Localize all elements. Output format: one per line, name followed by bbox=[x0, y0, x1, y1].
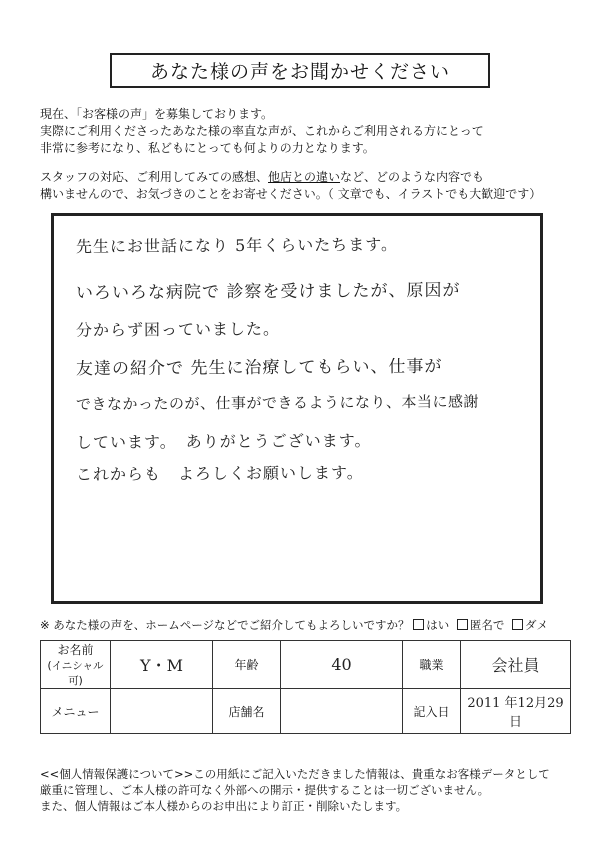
comment-box bbox=[51, 213, 543, 604]
intro-line-2: 実際にご利用くださったあなた様の率直な声が、これからご利用される方にとって bbox=[40, 124, 484, 138]
intro-line-4-pre: スタッフの対応、ご利用してみての感想、 bbox=[40, 170, 269, 184]
comment-line-7: これからも よろしくお願いします。 bbox=[75, 462, 364, 485]
privacy-notice bbox=[40, 766, 550, 814]
customer-info-table bbox=[40, 640, 571, 734]
job-field[interactable] bbox=[461, 641, 571, 689]
privacy-line-1: <<個人情報保護について>>この用紙にご記入いただきました情報は、貴重なお客様データとして bbox=[40, 767, 550, 781]
comment-line-5: できなかったのが、仕事ができるようになり、本当に感謝 bbox=[75, 392, 480, 414]
page-title bbox=[110, 53, 490, 88]
intro-line-5: 構いませんので、お気づきのことをお寄せください。（ 文章でも、イラストでも大歓迎です） bbox=[40, 187, 542, 201]
name-value: Y・M bbox=[140, 656, 183, 675]
checkbox-yes[interactable] bbox=[413, 619, 424, 630]
privacy-line-2: 厳重に管理し、ご本人様の許可なく外部への開示・提供することは一切ございません。 bbox=[40, 783, 490, 797]
consent-text: ※ あなた様の声を、ホームページなどでご紹介してもよろしいですか？ bbox=[40, 618, 410, 632]
checkbox-anonymous[interactable] bbox=[457, 619, 468, 630]
date-value: 2011 年12月29日 bbox=[467, 696, 564, 730]
age-value: 40 bbox=[331, 655, 352, 674]
menu-label: メニュー bbox=[41, 689, 111, 734]
consent-question bbox=[40, 617, 548, 633]
table-row bbox=[41, 689, 571, 734]
date-label: 記入日 bbox=[403, 689, 461, 734]
comment-line-3: 分からず困っていました。 bbox=[75, 319, 281, 340]
name-label bbox=[41, 641, 111, 689]
date-field[interactable] bbox=[461, 689, 571, 734]
intro-line-4 bbox=[40, 169, 580, 186]
name-field[interactable] bbox=[111, 641, 213, 689]
comment-line-2: いろいろな病院で 診察を受けましたが、原因が bbox=[75, 280, 461, 304]
checkbox-no[interactable] bbox=[512, 619, 523, 630]
comment-line-4: 友達の紹介で 先生に治療してもらい、仕事が bbox=[75, 356, 443, 380]
intro-text bbox=[40, 106, 580, 203]
intro-line-4-underlined: 他店との違い bbox=[268, 170, 341, 184]
comment-line-1: 先生にお世話になり 5年くらいたちます。 bbox=[75, 234, 399, 257]
table-row bbox=[41, 641, 571, 689]
age-field[interactable] bbox=[281, 641, 403, 689]
page-title-text: あなた様の声をお聞かせください bbox=[149, 61, 450, 83]
job-label: 職業 bbox=[403, 641, 461, 689]
privacy-line-3: また、個人情報はご本人様からのお申出により訂正・削除いたします。 bbox=[40, 799, 408, 813]
store-field[interactable] bbox=[281, 689, 403, 734]
age-label: 年齢 bbox=[213, 641, 281, 689]
menu-field[interactable] bbox=[111, 689, 213, 734]
checkbox-anonymous-label: 匿名で bbox=[469, 618, 505, 632]
intro-line-1: 現在、「お客様の声」を募集しております。 bbox=[40, 107, 274, 121]
job-value: 会社員 bbox=[491, 656, 540, 675]
name-label-text: お名前 bbox=[57, 643, 94, 657]
checkbox-yes-label: はい bbox=[426, 618, 450, 632]
checkbox-no-label: ダメ bbox=[525, 618, 549, 632]
comment-line-6: しています。 ありがとうございます。 bbox=[75, 430, 372, 453]
intro-line-4-post: など、どのような内容でも bbox=[340, 170, 485, 184]
intro-line-3: 非常に参考になり、私どもにとっても何よりの力となります。 bbox=[40, 141, 375, 155]
store-label: 店舗名 bbox=[213, 689, 281, 734]
name-label-sub: (イニシャル可) bbox=[47, 660, 104, 687]
